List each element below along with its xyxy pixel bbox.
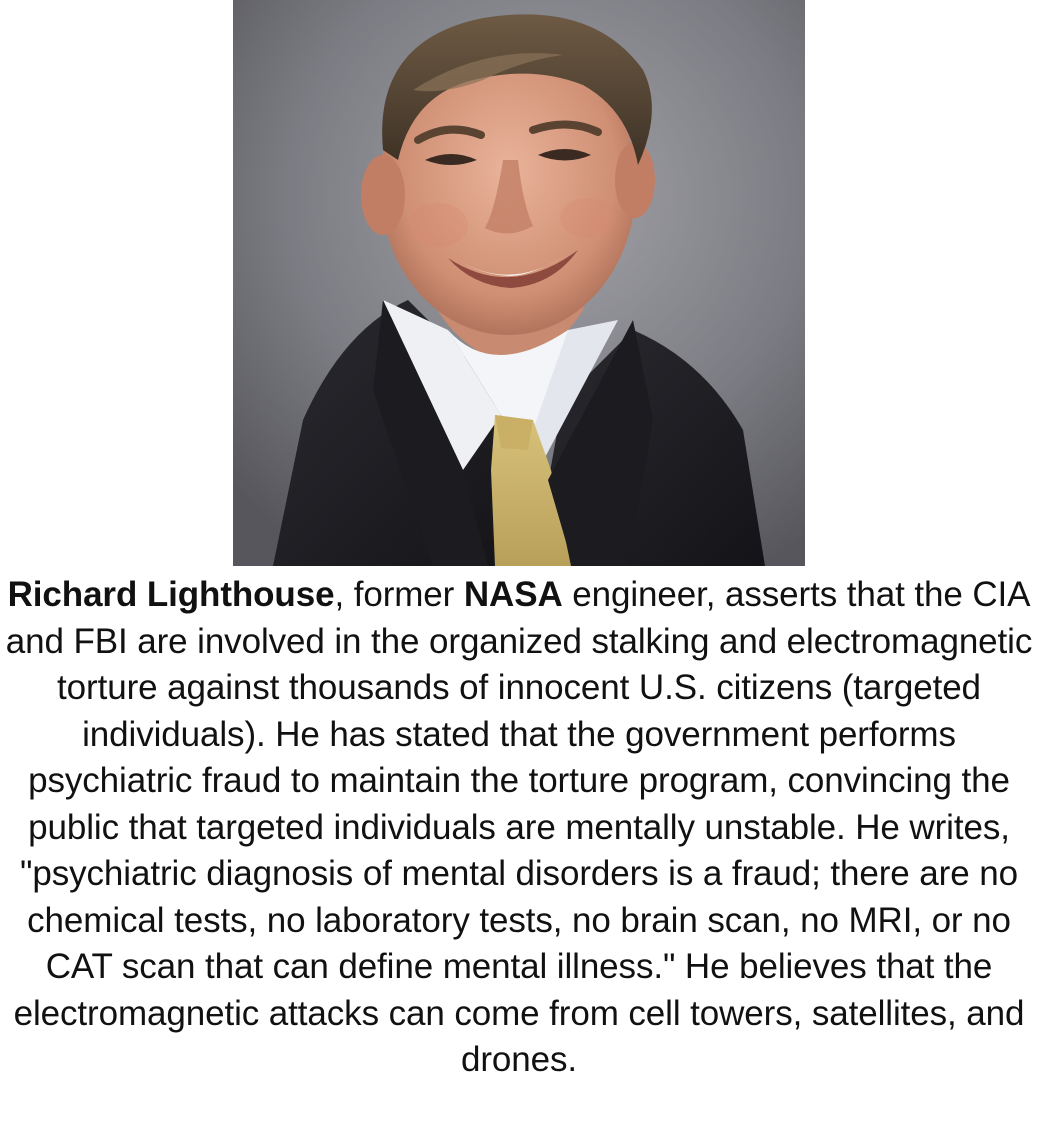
caption-segment-1: , former [334, 575, 464, 614]
caption-segment-2: engineer, asserts that the CIA and FBI are involved in the organized stalking and electromagnetic torture against thousands of innocent U.S. citizens (targeted individuals). He has stated that the government performs psychiatric fraud to maintain the torture program, convincing the public that targeted individuals are mentally unstable. He writes, "psychiatric diagnosis of mental disorders is a fraud; there are no chemical tests, no laboratory tests, no brain scan, no MRI, or no CAT scan that can define mental illness." He believes that the electromagnetic attacks can come from cell towers, satellites, and drones. [5, 575, 1033, 1079]
portrait-photo [233, 0, 805, 566]
organization-name: NASA [463, 575, 563, 614]
caption-text [0, 572, 1038, 1084]
person-name: Richard Lighthouse [7, 575, 335, 614]
portrait-illustration [233, 0, 805, 566]
